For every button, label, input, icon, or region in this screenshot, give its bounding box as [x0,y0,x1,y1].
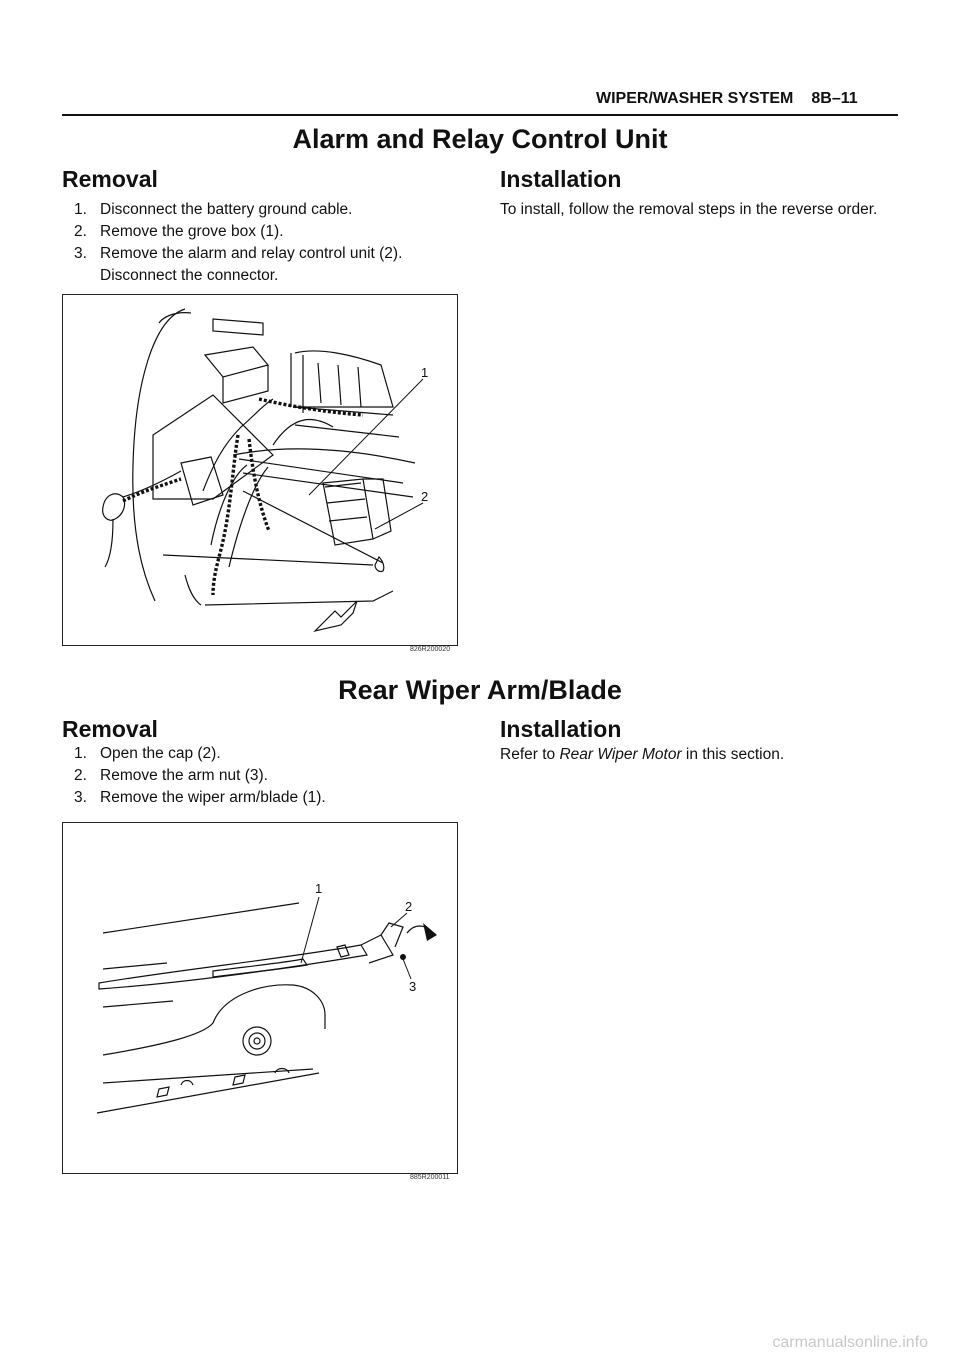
removal-heading: Removal [62,166,158,192]
installation-text-after: in this section. [681,746,785,763]
installation-text-before: Refer to [500,746,560,763]
step-item [74,221,464,243]
figure-alarm-relay-unit [62,294,458,646]
step-number: 1. [74,745,87,762]
step-item [74,743,464,765]
direction-arrow-icon [423,923,437,941]
removal-heading: Removal [62,716,158,742]
step-text: Disconnect the battery ground cable. [100,201,353,218]
step-number: 3. [74,245,87,262]
step-item [74,199,464,221]
watermark-text: carmanualsonline.info [772,1334,928,1351]
step-item [74,765,464,787]
step-number: 3. [74,789,87,806]
running-header [596,90,858,108]
section-title-rear-wiper: Rear Wiper Arm/Blade [338,675,622,705]
installation-heading: Installation [500,166,622,192]
step-text: Remove the grove box (1). [100,223,284,240]
page-number: 8B–11 [811,90,858,107]
callout-label-1: 1 [421,365,429,380]
figure-code: 826R200020 [410,646,451,653]
section-title-alarm-unit: Alarm and Relay Control Unit [292,124,668,154]
section-name: WIPER/WASHER SYSTEM [596,90,794,107]
step-text: Open the cap (2). [100,745,221,762]
step-number: 2. [74,223,87,240]
callout-leader-2 [391,913,407,927]
step-item [74,243,464,287]
callout-label-2: 2 [421,489,429,504]
callout-label-1: 1 [315,881,323,896]
illustration-rear-wiper [63,823,457,1173]
cross-reference: Rear Wiper Motor [559,746,682,763]
callout-leader-2 [375,503,423,529]
illustration-dashboard-wiring [63,295,457,645]
figure-code: 885R200011 [410,1174,450,1181]
installation-heading: Installation [500,716,622,742]
removal-steps [74,199,464,287]
step-number: 1. [74,201,87,218]
step-text: Remove the alarm and relay control unit (2). [100,245,403,262]
header-rule [62,114,898,116]
callout-label-2: 2 [405,899,413,914]
callout-label-3: 3 [409,979,417,994]
installation-text [500,744,900,766]
step-text-continued: Disconnect the connector. [100,267,279,284]
figure-rear-wiper-arm [62,822,458,1174]
step-item [74,787,464,809]
callout-leader-3 [403,959,411,979]
removal-steps [74,743,464,809]
installation-text: To install, follow the removal steps in the reverse order. [500,201,878,218]
step-number: 2. [74,767,87,784]
step-text: Remove the arm nut (3). [100,767,268,784]
step-text: Remove the wiper arm/blade (1). [100,789,326,806]
